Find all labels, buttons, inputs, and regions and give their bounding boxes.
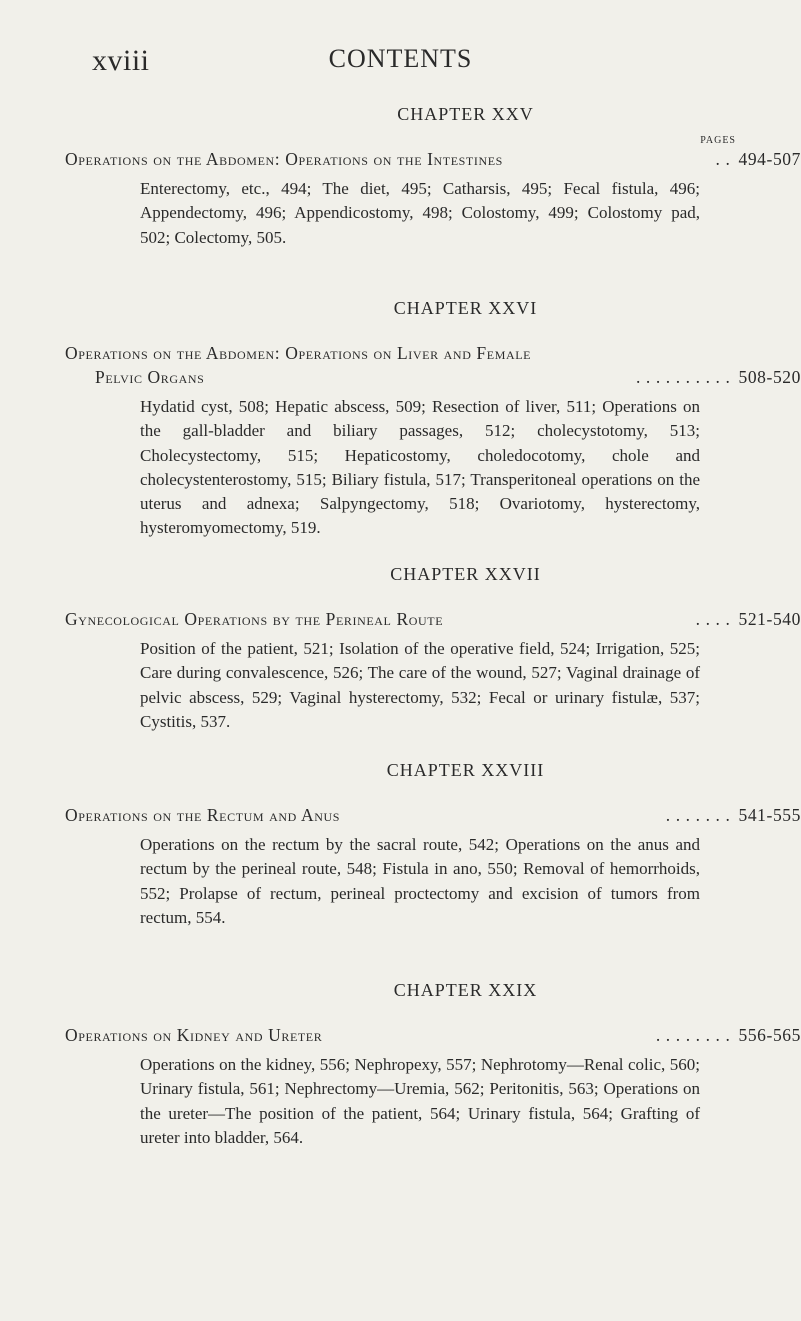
chapter-title: Operations on the Abdomen: Operations on Liver and Female	[65, 343, 532, 363]
leader-dots: . . . . . . .	[665, 805, 731, 825]
page-range: 508-520	[738, 367, 801, 387]
chapter-contents: Operations on the kidney, 556; Nephropexy, 557; Nephrotomy—Renal colic, 560; Urinary fistula, 561; Nephrectomy—Uremia, 562; Peritonitis, 563; Operations on the ureter—The position of the patient, 564; Urinary fistula, 564; Grafting of ureter into bladder, 564.	[140, 1055, 700, 1147]
chapter-title-line	[65, 1023, 801, 1047]
chapter-title: Operations on the Rectum and Anus	[65, 805, 340, 825]
leader-dots: . . . .	[695, 609, 731, 629]
chapter-title-line	[95, 365, 801, 389]
pages-column-label: PAGES	[700, 135, 736, 146]
chapter-contents: Enterectomy, etc., 494; The diet, 495; Catharsis, 495; Fecal fistula, 496; Appendectomy, 496; Appendicostomy, 498; Colostomy, 499; Colostomy pad, 502; Colectomy, 505.	[140, 179, 700, 247]
chapter-title-line	[65, 341, 801, 365]
leader-dots: . .	[715, 149, 731, 169]
leader-dots: . . . . . . . . . .	[635, 367, 731, 387]
page-range: 494-507	[738, 149, 801, 169]
chapter-contents: Hydatid cyst, 508; Hepatic abscess, 509; Resection of liver, 511; Operations on the gall-bladder and biliary passages, 512; cholecystotomy, 513; Cholecystectomy, 515; Hepaticostomy, choledocotomy, chole and cholecystenterostomy, 515; Biliary fistula, 517; Transperitoneal operations on the uterus and adnexa; Salpyngectomy, 518; Ovariotomy, hysterectomy, hysteromyomectomy, 519.	[140, 397, 700, 538]
chapter-title: Operations on Kidney and Ureter	[65, 1025, 323, 1045]
chapter-contents: Operations on the rectum by the sacral route, 542; Operations on the anus and rectum by the perineal route, 548; Fistula in ano, 550; Removal of hemorrhoids, 552; Prolapse of rectum, perineal proctectomy and excision of tumors from rectum, 554.	[140, 835, 700, 927]
chapter-title: Operations on the Abdomen: Operations on the Intestines	[65, 149, 503, 169]
page-range: 541-555	[738, 805, 801, 825]
chapter-title-line	[65, 803, 801, 827]
leader-dots: . . . . . . . .	[655, 1025, 731, 1045]
chapter-block	[65, 298, 801, 541]
page-range: 556-565	[738, 1025, 801, 1045]
chapter-heading: CHAPTER XXIX	[393, 980, 538, 1000]
chapter-block	[65, 760, 801, 930]
chapter-title-line	[65, 607, 801, 631]
chapter-heading: CHAPTER XXVII	[390, 564, 541, 584]
chapter-title: Gynecological Operations by the Perineal Route	[65, 609, 444, 629]
chapter-block	[65, 564, 801, 734]
page-range: 521-540	[738, 609, 801, 629]
chapter-title-line	[65, 147, 801, 171]
page-number: xviii	[92, 44, 150, 77]
chapter-contents: Position of the patient, 521; Isolation of the operative field, 524; Irrigation, 525; Care during convalescence, 526; The care of the wound, 527; Vaginal drainage of pelvic abscess, 529; Vaginal hysterectomy, 532; Fecal or urinary fistulæ, 537; Cystitis, 537.	[140, 639, 700, 731]
chapter-block	[65, 980, 801, 1150]
running-head: CONTENTS	[328, 44, 473, 73]
chapter-heading: CHAPTER XXVI	[393, 298, 538, 318]
chapter-heading: CHAPTER XXV	[397, 104, 534, 124]
chapter-block	[65, 104, 801, 250]
chapter-heading: CHAPTER XXVIII	[386, 760, 545, 780]
chapter-title-continued: Pelvic Organs	[95, 367, 205, 387]
